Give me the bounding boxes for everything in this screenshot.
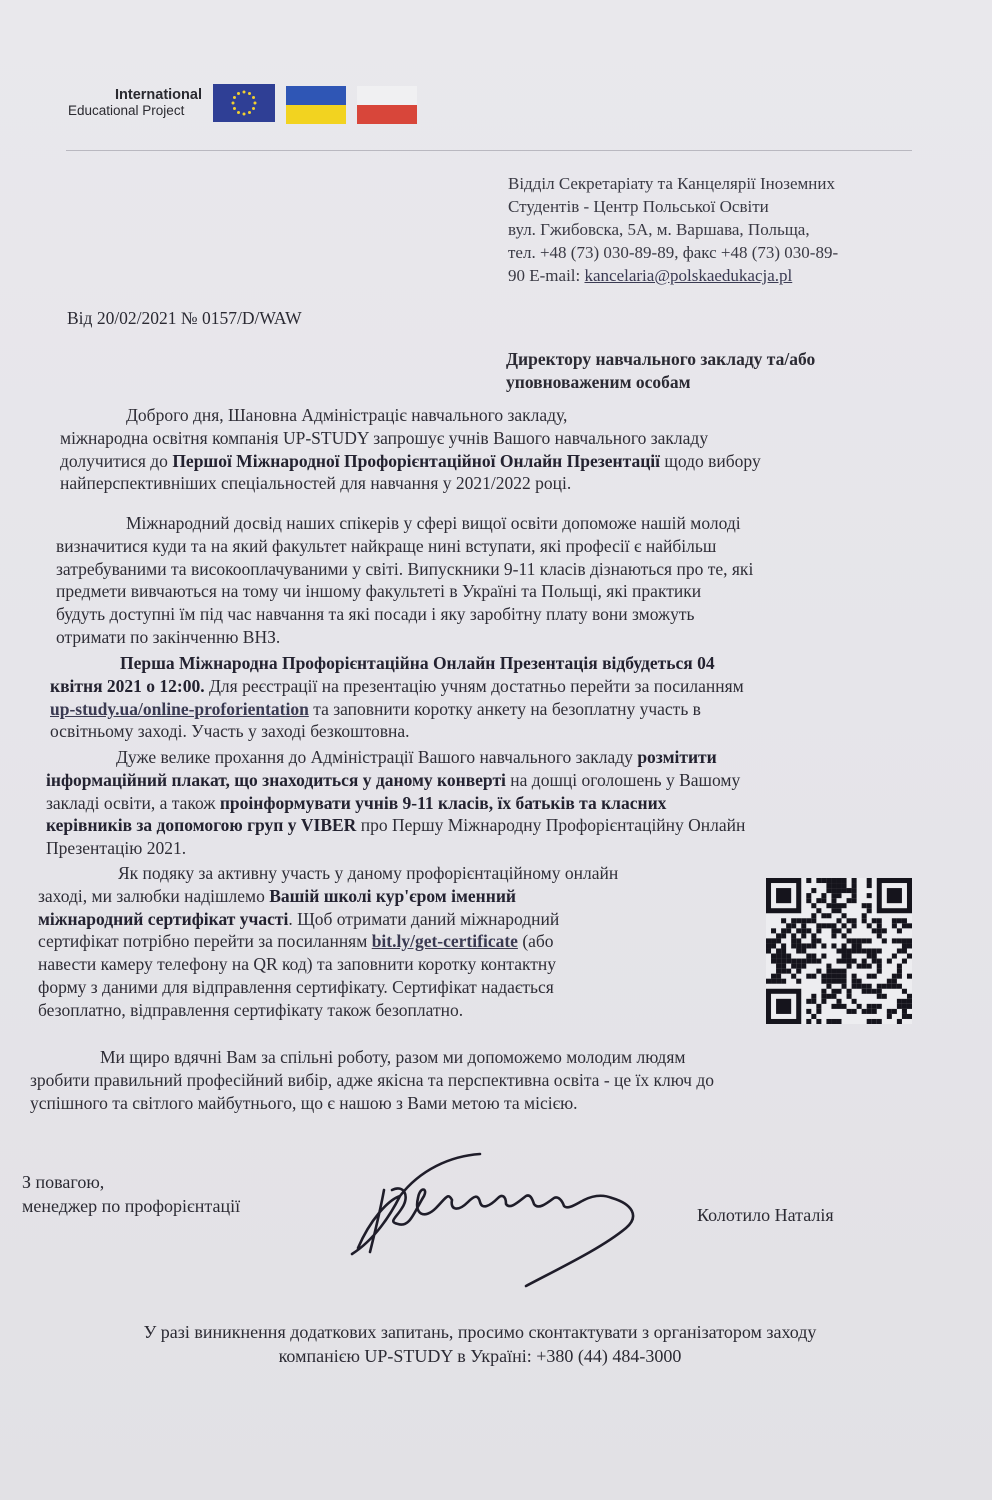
letter-reference: Від 20/02/2021 № 0157/D/WAW bbox=[67, 308, 302, 328]
address-line: тел. +48 (73) 030-89-89, факс +48 (73) 030-89- bbox=[508, 243, 839, 262]
address-line: Відділ Секретаріату та Канцелярії Іноземних bbox=[508, 174, 835, 193]
address-email-line: 90 E-mail: kancelaria@polskaedukacja.pl bbox=[508, 266, 793, 285]
poland-flag-icon bbox=[357, 86, 417, 124]
qr-code-icon bbox=[766, 878, 912, 1024]
closing: З повагою, менеджер по профорієнтації bbox=[22, 1172, 241, 1216]
paragraph-request: Дуже велике прохання до Адміністрації Вашого навчального закладу розмітити інформаційний плакат, що знаходиться у даному конверті на дошці оголошень у Вашому закладі освіти, а також проінформувати учнів 9-11 класів, їх батьків та класних керівників за допомогою груп у VIBER про Першу Міжнародну Профорієнтаційну Онлайн Презентацію 2021. bbox=[46, 747, 746, 859]
paragraph-greeting: Доброго дня, Шановна Адміністраціє навчального закладу, міжнародна освітня компанія UP-STUDY запрошує учнів Вашого навчального закладу долучитися до Першої Міжнародної Профорієнтаційної Онлайн Презентації щодо вибору найперспективніших спеціальностей для навчання у 2021/2022 році. bbox=[60, 405, 761, 494]
qr-code[interactable] bbox=[766, 878, 912, 1024]
registration-link[interactable]: up-study.ua/online-proforientation bbox=[50, 698, 309, 719]
logo-line-1: International bbox=[114, 87, 202, 103]
paragraph-event: Перша Міжнародна Профорієнтаційна Онлайн Презентація відбудеться 04 квітня 2021 о 12:00. Для реєстрації на презентацію учням достатньо перейти за посиланням up-study.ua/online-proforientation та заповнити коротку анкету на безоплатну участь в освітньому заході. Участь у заході безкоштовна. bbox=[50, 653, 744, 742]
address-line: Студентів - Центр Польської Освіти bbox=[508, 197, 769, 216]
paragraph-certificate: Як подяку за активну участь у даному профорієнтаційному онлайн заході, ми залюбки надішлемо Вашій школі кур'єром іменний міжнародний сертифікат участі. Щоб отримати даний міжнародний сертифікат потрібно перейти за посиланням bit.ly/get-certificate (або навести камеру телефону на QR код) та заповнити коротку контактну форму з даними для відправлення сертифікату. Сертифікат надається безоплатно, відправлення сертифікату також безоплатно. bbox=[38, 863, 619, 1020]
recipient: Директору навчального закладу та/або уповноваженим особам bbox=[506, 349, 816, 392]
eu-flag-icon bbox=[213, 84, 275, 122]
sender-address bbox=[508, 172, 918, 287]
ukraine-flag-icon bbox=[286, 86, 346, 124]
logo-line-2: Educational Project bbox=[68, 103, 185, 118]
signature-icon bbox=[340, 1150, 670, 1300]
manager-name: Колотило Наталія bbox=[697, 1205, 834, 1225]
header-divider bbox=[66, 150, 912, 151]
paragraph-thanks: Ми щиро вдячні Вам за спільні роботу, разом ми допоможемо молодим людям зробити правильний професійний вибір, адже якісна та перспективна освіта - це їх ключ до успішного та світлого майбутнього, що є нашою з Вами метою та місією. bbox=[30, 1047, 714, 1113]
address-line: вул. Гжибовска, 5А, м. Варшава, Польща, bbox=[508, 220, 810, 239]
certificate-link[interactable]: bit.ly/get-certificate bbox=[371, 931, 518, 952]
footer-contact: У разі виникнення додаткових запитань, просимо сконтактувати з організатором заходу компанією UP-STUDY в Україні: +380 (44) 484-3000 bbox=[143, 1322, 817, 1366]
logo-text bbox=[68, 87, 202, 118]
paragraph-experience: Міжнародний досвід наших спікерів у сфері вищої освіти допоможе нашій молоді визначитися куди та на який факультет найкраще нині вступати, які професії є найбільш затребуваними та високооплачуваними у світі. Випускники 9-11 класів дізнаються про те, які предмети вивчаються на тому чи іншому факультеті в Україні та Польщі, які практики будуть доступні їм під час навчання та які посади і яку заробітну плату вони зможуть отримати по закінченню ВНЗ. bbox=[56, 513, 754, 647]
email-link[interactable]: kancelaria@polskaedukacja.pl bbox=[584, 266, 793, 285]
